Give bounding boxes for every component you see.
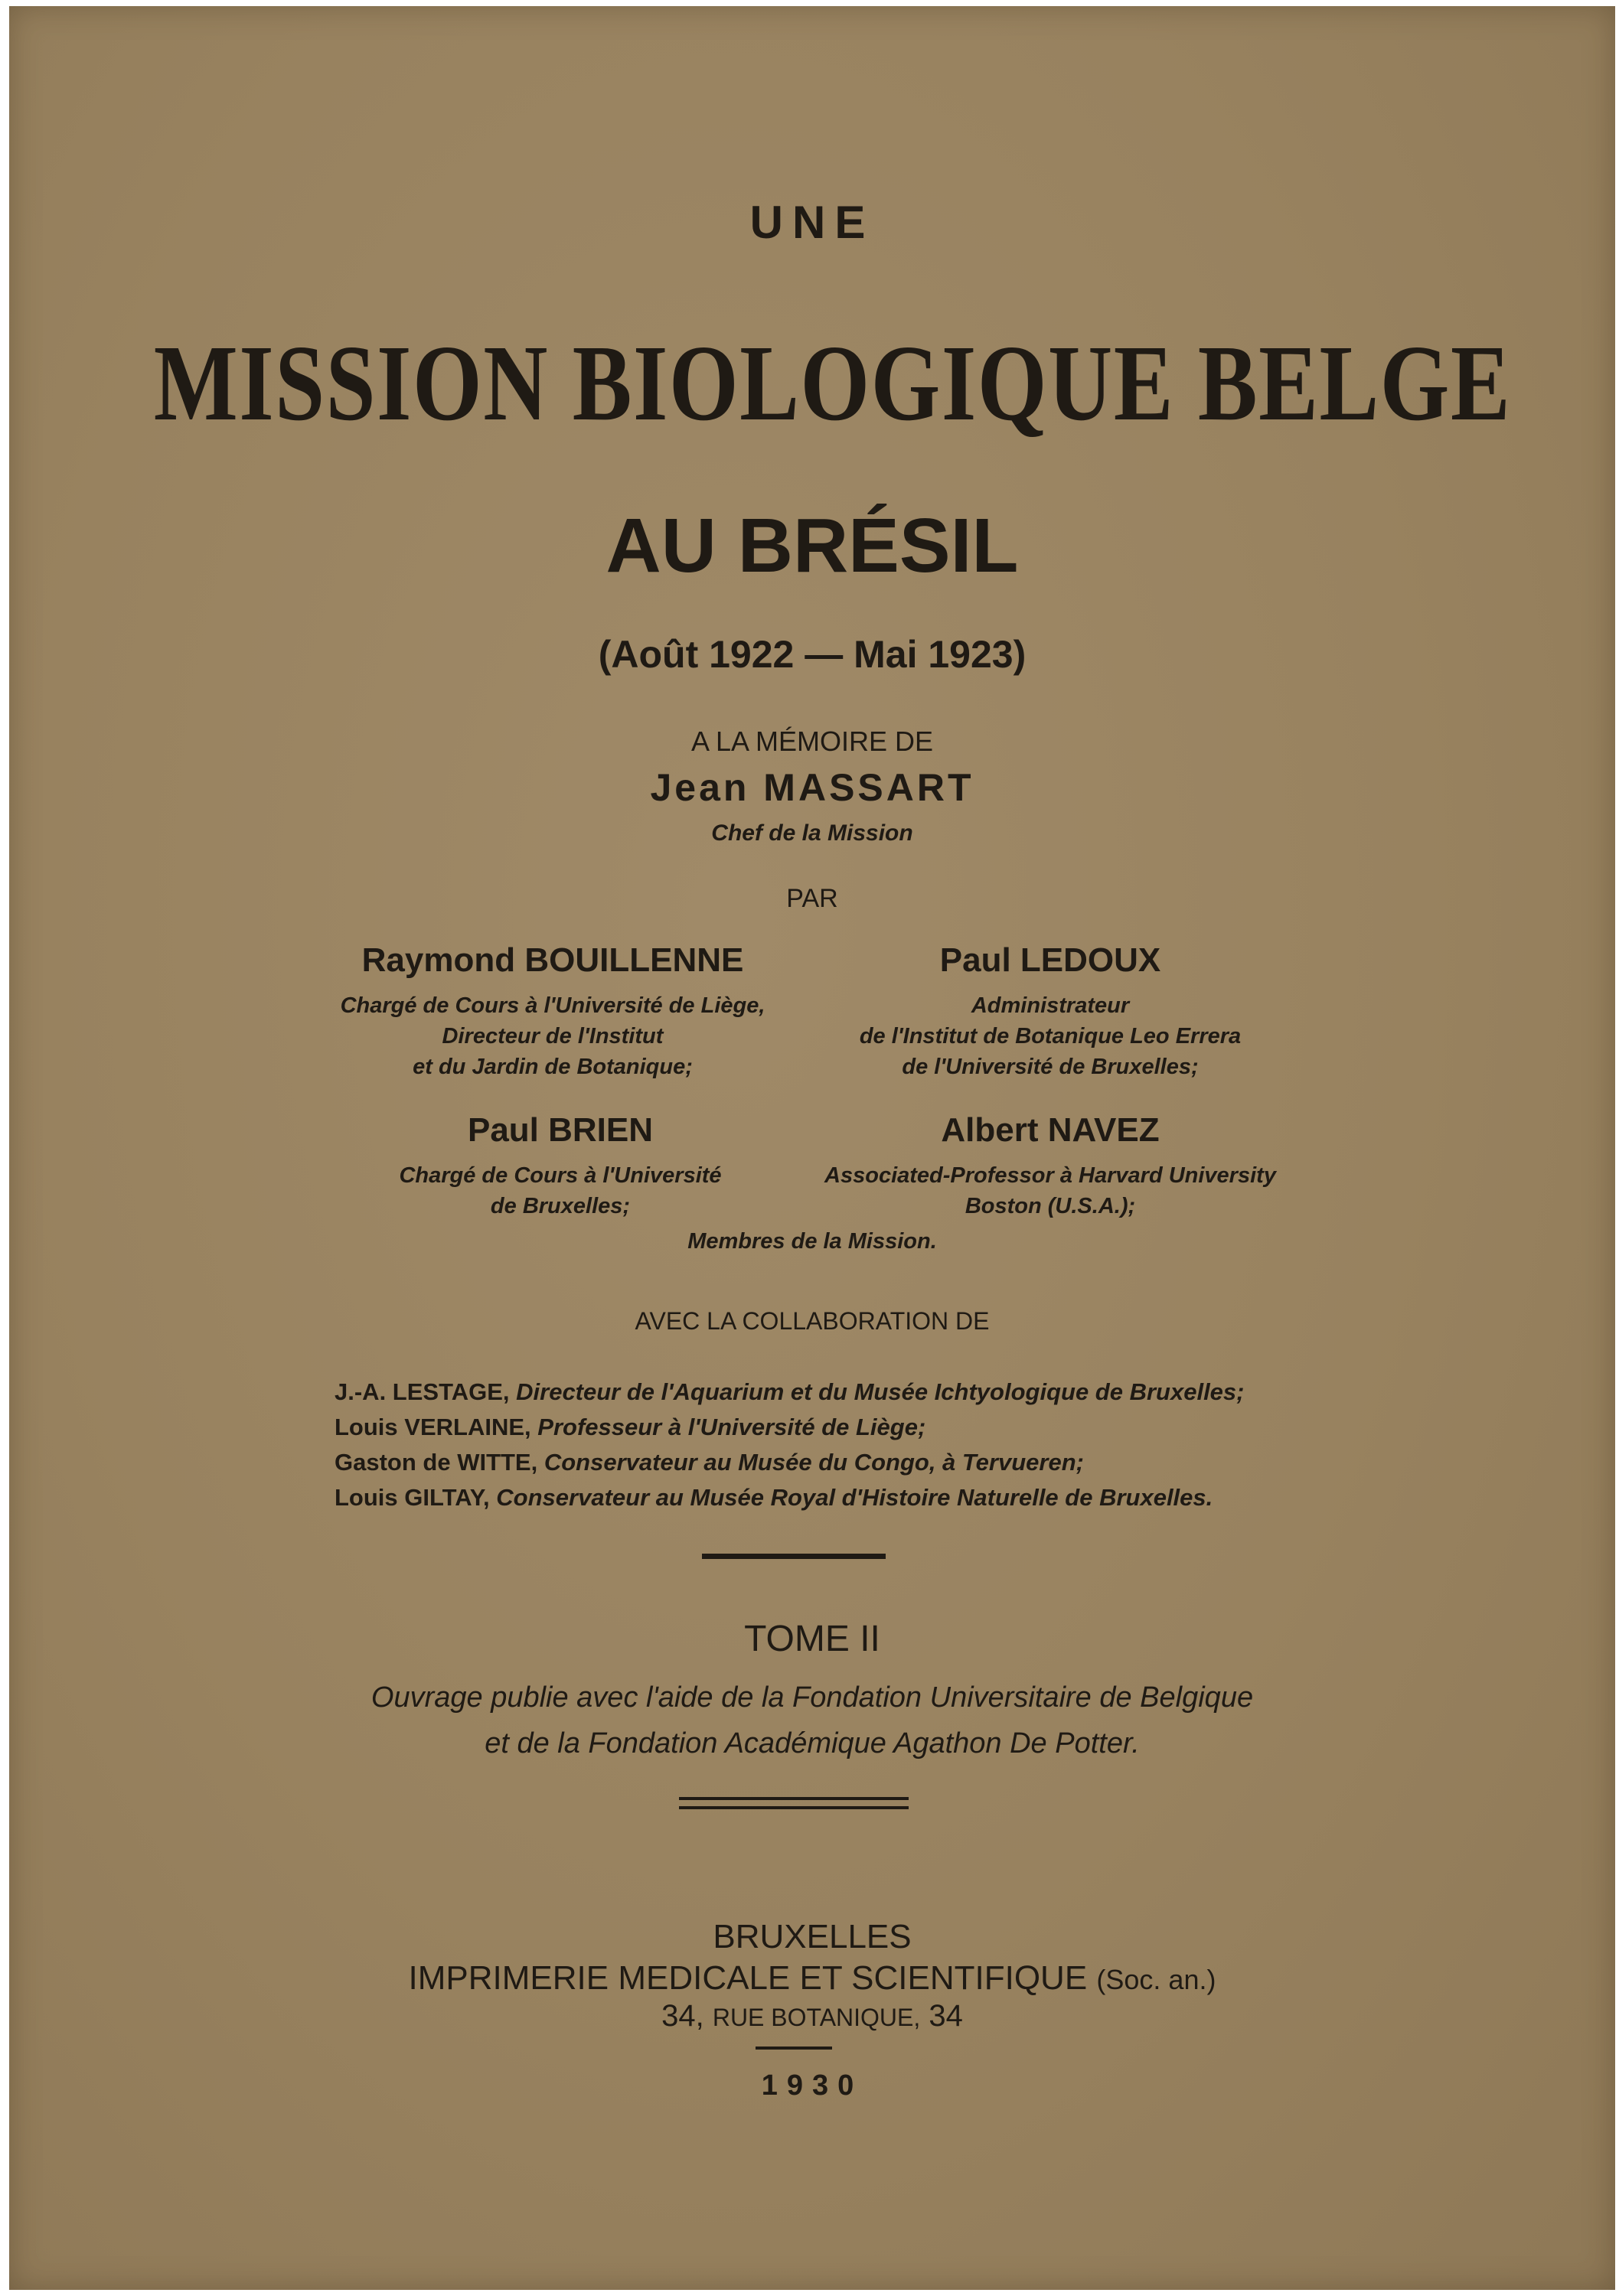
members-label: Membres de la Mission. xyxy=(687,1229,937,1254)
double-divider-top xyxy=(679,1797,909,1800)
author-block xyxy=(813,1111,1288,1221)
divider-rule xyxy=(756,2047,832,2050)
collaborator-name: Gaston de WITTE, xyxy=(335,1449,538,1476)
author-role-line: de Bruxelles; xyxy=(490,1194,631,1218)
collaborator-role: Conservateur au Musée du Congo, à Tervueren; xyxy=(543,1449,1084,1476)
author-role-line: Chargé de Cours à l'Université xyxy=(399,1163,722,1188)
street-name: RUE BOTANIQUE, xyxy=(712,2004,921,2031)
collaborator-role: Conservateur au Musée Royal d'Histoire Naturelle de Bruxelles. xyxy=(496,1484,1213,1511)
cover-subtitle: AU BRÉSIL xyxy=(605,503,1019,589)
book-cover xyxy=(9,6,1615,2290)
printer-name: IMPRIMERIE MEDICALE ET SCIENTIFIQUE xyxy=(408,1959,1088,1997)
imprint-printer xyxy=(9,1959,1615,1998)
publication-note-line: et de la Fondation Académique Agathon De Potter. xyxy=(485,1727,1140,1760)
author-role-line: Administrateur xyxy=(971,993,1130,1018)
author-role-line: Boston (U.S.A.); xyxy=(965,1194,1136,1218)
cover-dates: (Août 1922 — Mai 1923) xyxy=(598,633,1027,676)
author-role-line: et du Jardin de Botanique; xyxy=(413,1055,693,1079)
author-name: Paul LEDOUX xyxy=(939,941,1161,979)
author-block xyxy=(836,941,1265,1082)
dedicatee-name: Jean MASSART xyxy=(650,766,974,809)
author-block xyxy=(346,1111,775,1221)
imprint-city: BRUXELLES xyxy=(713,1918,912,1955)
dedication-label: A LA MÉMOIRE DE xyxy=(690,726,934,757)
author-role-line: Chargé de Cours à l'Université de Liège, xyxy=(340,993,765,1018)
author-block xyxy=(315,941,790,1082)
collaborator-line xyxy=(335,1410,1244,1445)
volume-label: TOME II xyxy=(744,1619,880,1659)
author-role-line: de l'Université de Bruxelles; xyxy=(902,1055,1199,1079)
cover-article: UNE xyxy=(749,197,875,248)
par-label: PAR xyxy=(786,884,838,913)
dedicatee-role: Chef de la Mission xyxy=(711,820,913,846)
collaborator-role: Professeur à l'Université de Liège; xyxy=(537,1414,926,1440)
collaborator-list xyxy=(335,1375,1244,1515)
divider-rule xyxy=(702,1554,886,1559)
street-number: 34, xyxy=(661,1999,704,2033)
collaborator-name: Louis VERLAINE, xyxy=(335,1414,531,1440)
cover-title: MISSION BIOLOGIQUE BELGE xyxy=(153,322,1512,443)
author-role-line: de l'Institut de Botanique Leo Errera xyxy=(859,1024,1242,1049)
collaborator-name: J.-A. LESTAGE, xyxy=(335,1378,510,1405)
printer-note: (Soc. an.) xyxy=(1096,1964,1216,1995)
publication-note-line: Ouvrage publie avec l'aide de la Fondation Universitaire de Belgique xyxy=(370,1681,1254,1714)
author-role-line: Associated-Professor à Harvard University xyxy=(824,1163,1276,1188)
author-name: Albert NAVEZ xyxy=(941,1111,1160,1149)
street-number: 34 xyxy=(929,1999,963,2033)
double-divider-bottom xyxy=(679,1806,909,1809)
publication-year: 1930 xyxy=(761,2069,863,2102)
author-name: Raymond BOUILLENNE xyxy=(361,941,744,979)
collaborator-name: Louis GILTAY, xyxy=(335,1484,490,1511)
collaborator-role: Directeur de l'Aquarium et du Musée Ichtyologique de Bruxelles; xyxy=(516,1378,1245,1405)
collaborator-line xyxy=(335,1445,1244,1480)
author-role-line: Directeur de l'Institut xyxy=(442,1024,664,1049)
imprint-address xyxy=(9,1999,1615,2033)
publication-note xyxy=(9,1675,1615,1766)
collaborator-line xyxy=(335,1375,1244,1410)
collaborator-line xyxy=(335,1480,1244,1515)
collaboration-label: AVEC LA COLLABORATION DE xyxy=(635,1307,990,1335)
author-name: Paul BRIEN xyxy=(467,1111,654,1149)
